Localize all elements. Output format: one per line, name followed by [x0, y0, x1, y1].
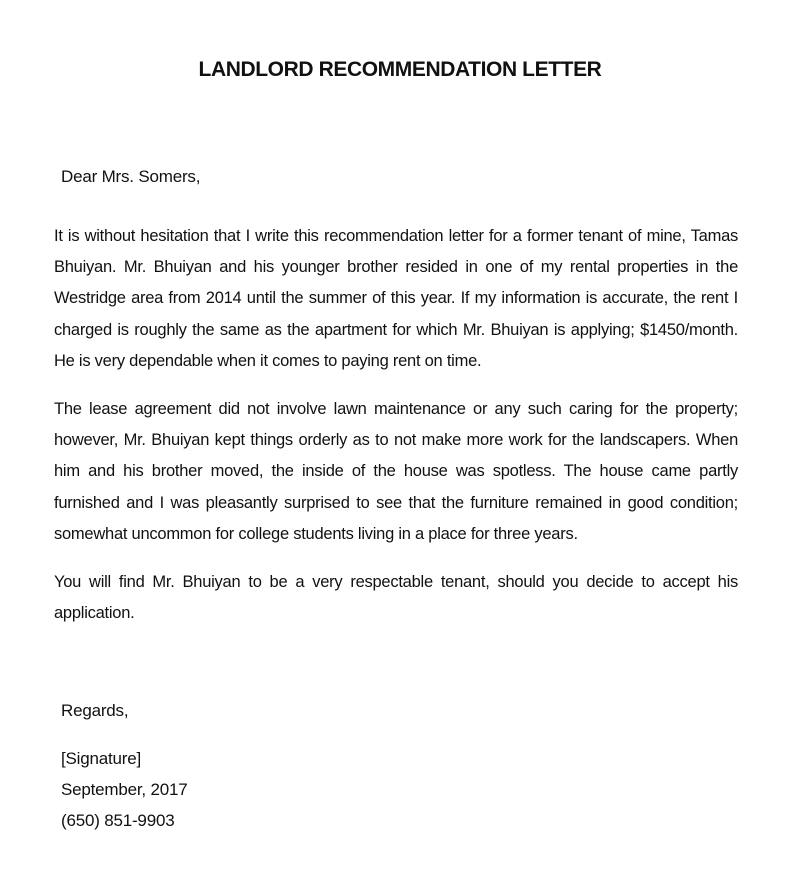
paragraph-1: It is without hesitation that I write this recommendation letter for a former tenant of mine, Tamas Bhuiyan. Mr. Bhuiyan and his younger brother resided in one of my rental properties in the Westridge area from 2014 until the summer of this year. If my information is accurate, the rent I charged is roughly the same as the apartment for which Mr. Bhuiyan is applying; $1450/month. He is very dependable when it comes to paying rent on time. [54, 227, 738, 370]
paragraph-2: The lease agreement did not involve lawn maintenance or any such caring for the property; however, Mr. Bhuiyan kept things orderly as to not make more work for the landscapers. When him and his brother moved, the inside of the house was spotless. The house came partly furnished and I was pleasantly surprised to see that the furniture remained in good condition; somewhat uncommon for college students living in a place for three years. [54, 400, 738, 543]
phone-number: (650) 851-9903 [61, 811, 175, 830]
closing-regards: Regards, [61, 701, 129, 720]
paragraph-3: You will find Mr. Bhuiyan to be a very respectable tenant, should you decide to accept his application. [54, 573, 738, 623]
letter-title: LANDLORD RECOMMENDATION LETTER [198, 58, 602, 81]
signature-placeholder: [Signature] [61, 749, 142, 768]
letter-date: September, 2017 [61, 780, 188, 799]
salutation: Dear Mrs. Somers, [61, 167, 201, 186]
